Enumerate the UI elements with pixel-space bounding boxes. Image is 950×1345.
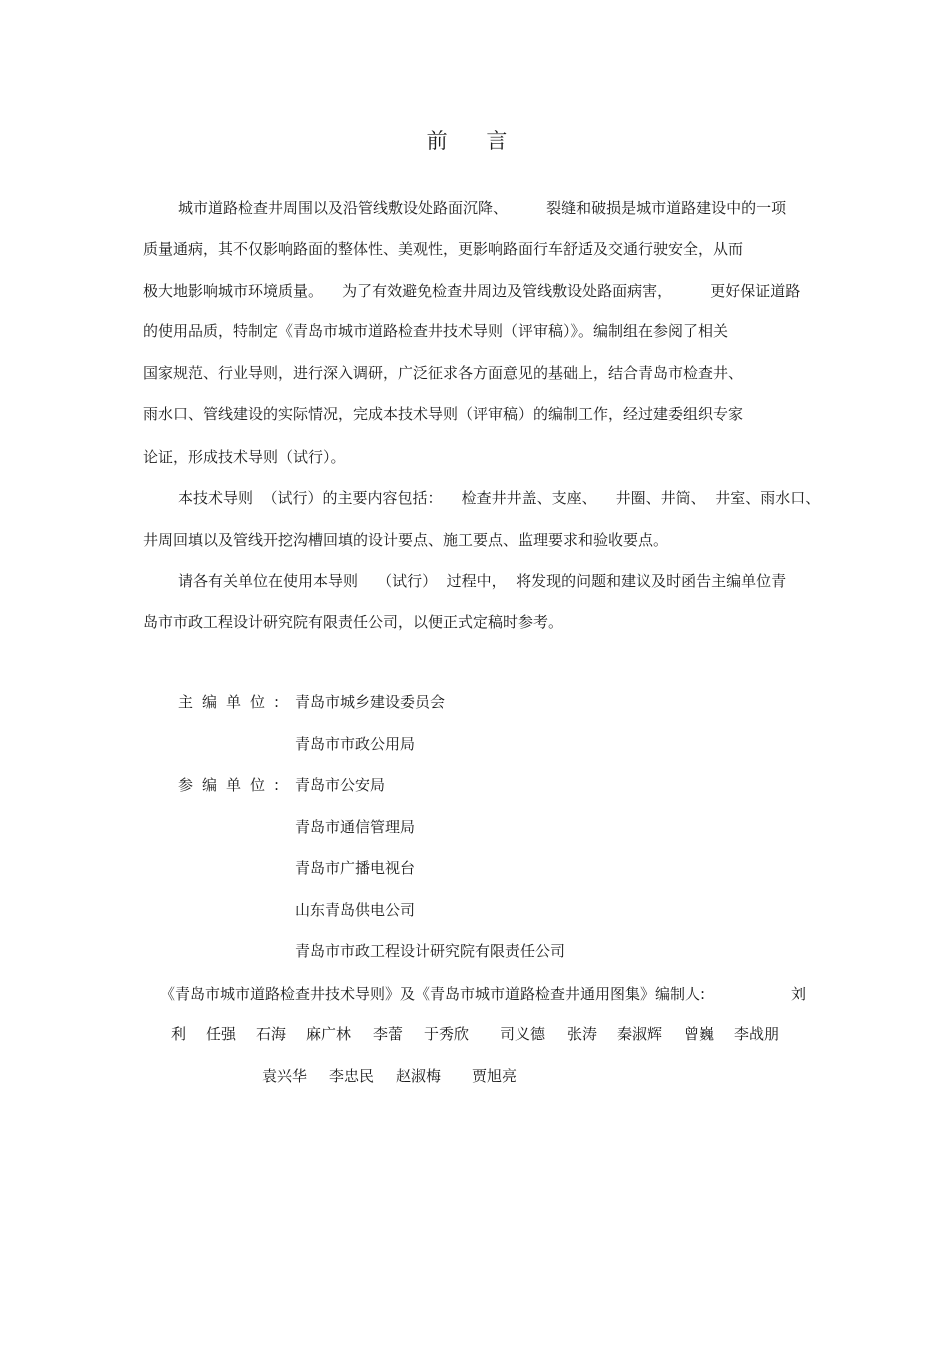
compiler-name: 秦淑辉 [617, 1025, 663, 1043]
chief-units-label: 主编单位: [178, 693, 289, 711]
participating-unit: 山东青岛供电公司 [295, 901, 416, 919]
participating-units-label: 参编单位: [178, 776, 289, 794]
chief-unit: 青岛市城乡建设委员会 [295, 693, 446, 711]
compiler-name: 张涛 [567, 1025, 598, 1043]
compiler-name: 利 [171, 1025, 187, 1043]
paragraph-1-line-2: 质量通病，其不仅影响路面的整体性、美观性，更影响路面行车舒适及交通行驶安全，从而 [143, 240, 744, 258]
compiler-name: 任强 [206, 1025, 237, 1043]
compiler-name: 李战朋 [734, 1025, 780, 1043]
paragraph-1-line-3: 极大地影响城市环境质量。 为了有效避免检查井周边及管线敷设处路面病害， 更好保证道路 [143, 282, 801, 300]
paragraph-1-line-4: 的使用品质，特制定《青岛市城市道路检查井技术导则（评审稿）》。编制组在参阅了相关 [143, 322, 729, 340]
compiler-name: 贾旭亮 [472, 1067, 518, 1085]
participating-unit: 青岛市市政工程设计研究院有限责任公司 [295, 942, 566, 960]
compilers-intro: 《青岛市城市道路检查井技术导则》及《青岛市城市道路检查井通用图集》编制人: [160, 985, 706, 1003]
compiler-name: 司义德 [500, 1025, 546, 1043]
compiler-name: 李蕾 [373, 1025, 404, 1043]
compiler-name: 曾巍 [684, 1025, 715, 1043]
paragraph-2-line-2: 井周回填以及管线开挖沟槽回填的设计要点、施工要点、监理要求和验收要点。 [143, 531, 669, 549]
paragraph-1-line-6: 雨水口、管线建设的实际情况，完成本技术导则（评审稿）的编制工作，经过建委组织专家 [143, 405, 744, 423]
participating-unit: 青岛市广播电视台 [295, 859, 416, 877]
paragraph-1-line-1: 城市道路检查井周围以及沿管线敷设处路面沉降、 裂缝和破损是城市道路建设中的一项 [178, 199, 787, 217]
participating-unit: 青岛市公安局 [295, 776, 386, 794]
paragraph-1-line-5: 国家规范、行业导则，进行深入调研，广泛征求各方面意见的基础上，结合青岛市检查井、 [143, 364, 744, 382]
paragraph-2-line-1: 本技术导则 （试行）的主要内容包括： 检查井井盖、支座、 井圈、井筒、 井室、雨水口、 [178, 489, 821, 507]
compiler-name: 赵淑梅 [396, 1067, 442, 1085]
participating-unit: 青岛市通信管理局 [295, 818, 416, 836]
compiler-name: 刘 [791, 985, 807, 1003]
chief-unit: 青岛市市政公用局 [295, 735, 416, 753]
compiler-name: 麻广林 [306, 1025, 352, 1043]
paragraph-3-line-1: 请各有关单位在使用本导则 （试行） 过程中， 将发现的问题和建议及时函告主编单位青 [178, 572, 787, 590]
compiler-name: 袁兴华 [262, 1067, 308, 1085]
compiler-name: 石海 [256, 1025, 287, 1043]
compiler-name: 李忠民 [329, 1067, 375, 1085]
compiler-name: 于秀欣 [424, 1025, 470, 1043]
paragraph-3-line-2: 岛市市政工程设计研究院有限责任公司，以便正式定稿时参考。 [143, 613, 564, 631]
paragraph-1-line-7: 论证，形成技术导则（试行）。 [143, 448, 346, 466]
page-title: 前 言 [426, 129, 524, 153]
